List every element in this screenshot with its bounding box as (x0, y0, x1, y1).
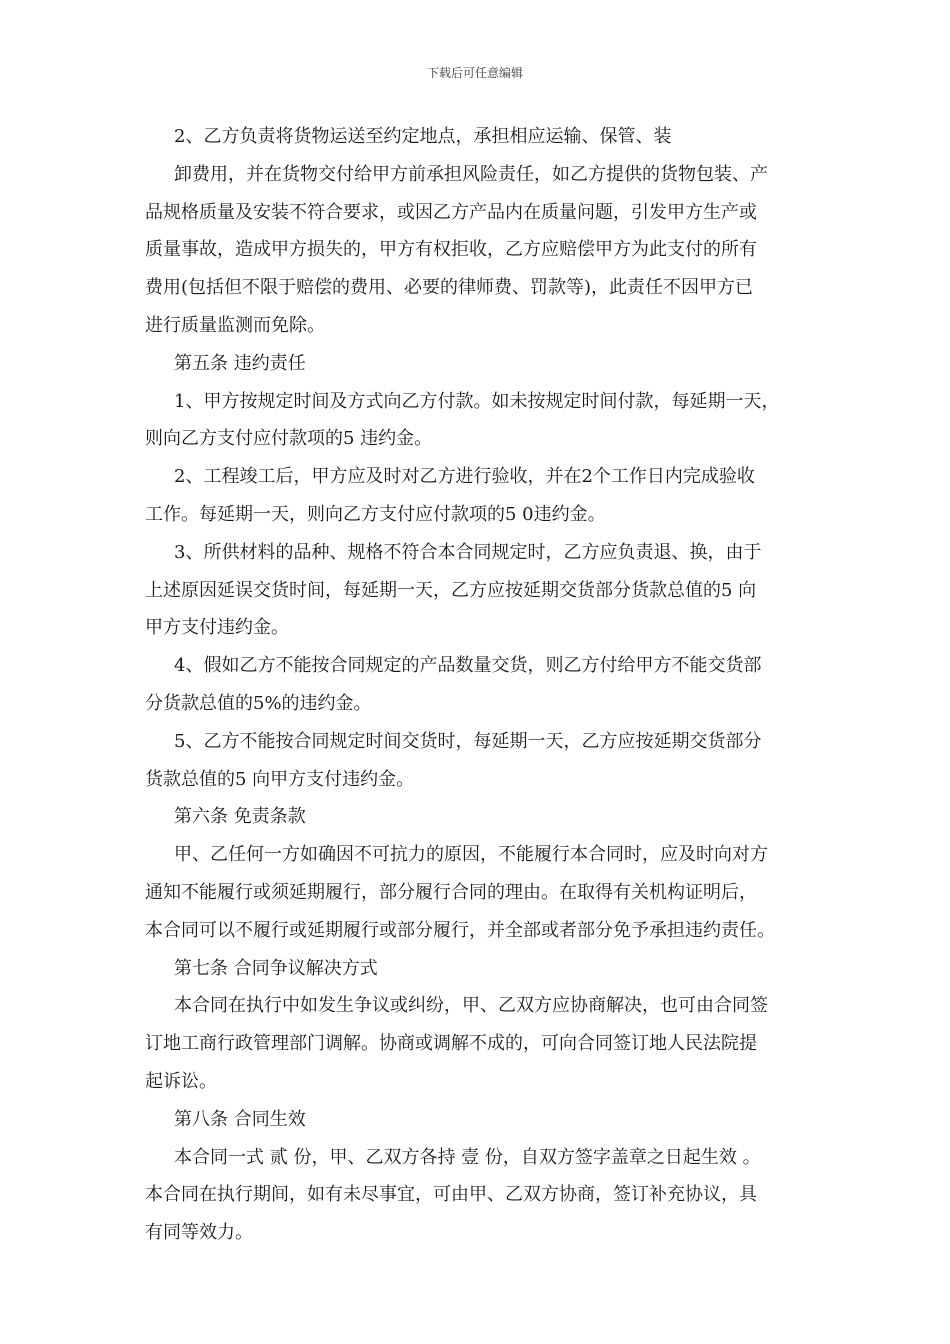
text-line: 4、假如乙方不能按合同规定的产品数量交货，则乙方付给甲方不能交货部 (174, 655, 762, 677)
text-line: 本合同可以不履行或延期履行或部分履行，并全部或者部分免予承担违约责任。 (145, 919, 775, 941)
text-line: 2、工程竣工后，甲方应及时对乙方进行验收，并在2个工作日内完成验收 (174, 466, 755, 488)
text-line: 上述原因延误交货时间，每延期一天，乙方应按延期交货部分货款总值的5 向 (145, 579, 757, 601)
text-line: 第五条 违约责任 (174, 352, 306, 374)
text-line: 质量事故，造成甲方损失的，甲方有权拒收，乙方应赔偿甲方为此支付的所有 (145, 239, 757, 261)
text-line: 品规格质量及安装不符合要求，或因乙方产品内在质量问题，引发甲方生产或 (145, 201, 757, 223)
text-line: 进行质量监测而免除。 (145, 314, 325, 336)
text-line: 订地工商行政管理部门调解。协商或调解不成的，可向合同签订地人民法院提 (145, 1033, 757, 1055)
text-line: 甲方支付违约金。 (145, 617, 289, 639)
text-line: 甲、乙任何一方如确因不可抗力的原因，不能履行本合同时，应及时向对方 (174, 844, 768, 866)
text-line: 3、所供材料的品种、规格不符合本合同规定时，乙方应负责退、换，由于 (174, 541, 762, 563)
text-line: 工作。每延期一天，则向乙方支付应付款项的5 0违约金。 (145, 503, 606, 525)
text-line: 费用(包括但不限于赔偿的费用、必要的律师费、罚款等)，此责任不因甲方已 (145, 277, 754, 299)
text-line: 起诉讼。 (145, 1070, 217, 1092)
text-line: 有同等效力。 (145, 1222, 253, 1244)
text-line: 通知不能履行或须延期履行，部分履行合同的理由。在取得有关机构证明后， (145, 881, 757, 903)
text-line: 货款总值的5 向甲方支付违约金。 (145, 768, 415, 790)
text-line: 2、乙方负责将货物运送至约定地点，承担相应运输、保管、装 (174, 126, 672, 147)
contract-body (145, 118, 815, 1252)
text-line: 则向乙方支付应付款项的5 违约金。 (145, 428, 433, 450)
text-line: 卸费用，并在货物交付给甲方前承担风险责任，如乙方提供的货物包装、产 (174, 163, 768, 185)
text-line: 本合同一式 贰 份，甲、乙双方各持 壹 份，自双方签字盖章之日起生效 。 (174, 1146, 761, 1168)
text-line: 5、乙方不能按合同规定时间交货时，每延期一天，乙方应按延期交货部分 (174, 730, 762, 752)
page-header: 下载后可任意编辑 (426, 66, 523, 80)
text-line: 本合同在执行期间，如有未尽事宜，可由甲、乙双方协商，签订补充协议，具 (145, 1184, 757, 1206)
text-line: 第八条 合同生效 (174, 1108, 306, 1130)
text-line: 本合同在执行中如发生争议或纠纷，甲、乙双方应协商解决，也可由合同签 (174, 995, 768, 1017)
text-line: 分货款总值的5%的违约金。 (145, 692, 372, 714)
text-line: 第六条 免责条款 (174, 806, 306, 828)
text-line: 1、甲方按规定时间及方式向乙方付款。如未按规定时间付款，每延期一天， (174, 390, 780, 412)
text-line: 第七条 合同争议解决方式 (174, 957, 378, 979)
